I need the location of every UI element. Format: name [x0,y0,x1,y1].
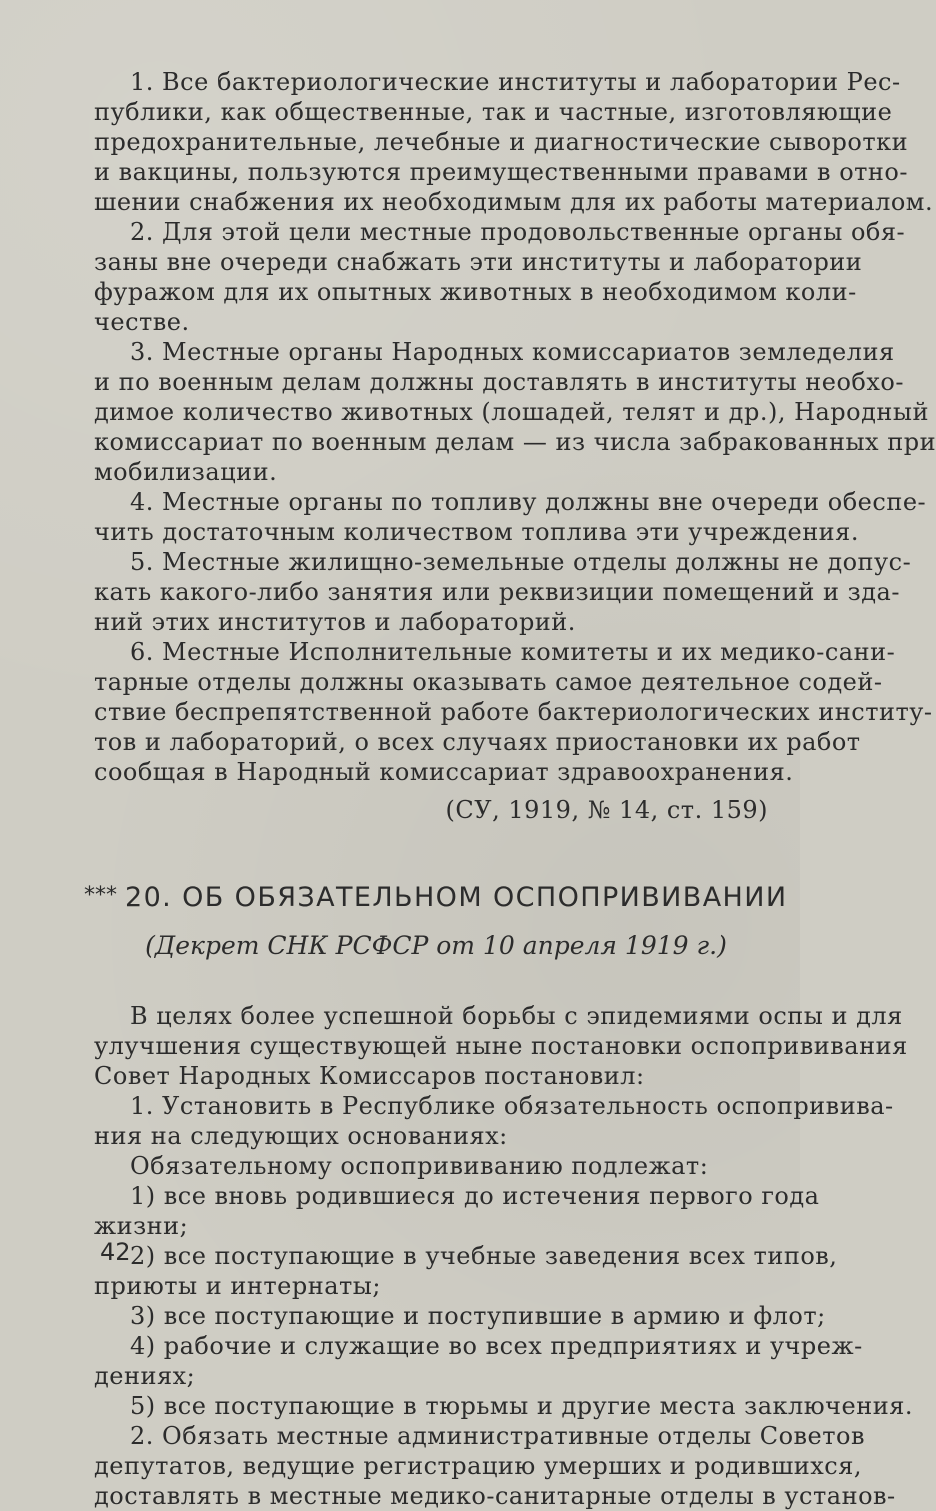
text-line: 2) все поступающие в учебные заведения всех типов, [130,1242,838,1270]
text-line: 5. Местные жилищно-земельные отделы должны не допус- [130,548,912,576]
decree-stars: *** [84,883,117,908]
text-line: предохранительные, лечебные и диагностические сыворотки [94,128,909,156]
decree-subtitle: (Декрет СНК РСФСР от 10 апреля 1919 г.) [145,931,727,960]
text-line: 2. Для этой цели местные продовольственные органы обя- [130,218,906,246]
text-line: шении снабжения их необходимым для их работы материалом. [94,188,934,216]
text-line: 5) все поступающие в тюрьмы и другие места заключения. [130,1392,913,1420]
decree-title-text: 20. ОБ ОБЯЗАТЕЛЬНОМ ОСПОПРИВИВАНИИ [125,882,788,913]
text-line: кать какого-либо занятия или реквизиции помещений и зда- [94,578,900,606]
decree-title [84,879,788,915]
text-line: ния на следующих основаниях: [94,1122,508,1150]
text-line: чить достаточным количеством топлива эти учреждения. [94,518,859,546]
text-line: честве. [94,308,190,336]
text-line: фуражом для их опытных животных в необходимом коли- [94,278,857,306]
text-line: мобилизации. [94,458,278,486]
text-line: и вакцины, пользуются преимущественными правами в отно- [94,158,908,186]
text-line: и по военным делам должны доставлять в институты необхо- [94,368,904,396]
text-line: комиссариат по военным делам — из числа забракованных при [94,428,936,456]
text-line: тов и лабораторий, о всех случаях приостановки их работ [94,728,861,756]
text-line: 4. Местные органы по топливу должны вне очереди обеспе- [130,488,927,516]
text-line: 6. Местные Исполнительные комитеты и их медико-сани- [130,638,896,666]
text-line: 2. Обязать местные административные отделы Советов [130,1422,865,1450]
text-line: публики, как общественные, так и частные, изготовляющие [94,98,893,126]
text-line: 3) все поступающие и поступившие в армию и флот; [130,1302,826,1330]
text-line: 1) все вновь родившиеся до истечения первого года [130,1182,820,1210]
text-line: 1. Все бактериологические институты и лаборатории Рес- [130,68,901,96]
text-line: 4) рабочие и служащие во всех предприятиях и учреж- [130,1332,863,1360]
text-line: депутатов, ведущие регистрацию умерших и родившихся, [94,1452,863,1480]
text-line: жизни; [94,1212,189,1240]
page-number: 42 [100,1238,131,1266]
text-line: 1. Установить в Республике обязательность оспопрививa- [130,1092,894,1120]
text-line: тарные отделы должны оказывать самое деятельное содей- [94,668,883,696]
text-line: улучшения существующей ныне постановки оспопрививания [94,1032,908,1060]
citation: (СУ, 1919, № 14, ст. 159) [445,796,768,824]
text-line: заны вне очереди снабжать эти институты и лаборатории [94,248,863,276]
text-line: Обязательному оспопрививанию подлежат: [130,1152,709,1180]
text-line: приюты и интернаты; [94,1272,381,1300]
text-line: сообщая в Народный комиссариат здравоохранения. [94,758,794,786]
text-line: 3. Местные органы Народных комиссариатов земледелия [130,338,895,366]
text-line: ствие беспрепятственной работе бактериологических институ- [94,698,933,726]
text-line: Совет Народных Комиссаров постановил: [94,1062,645,1090]
text-line: димое количество животных (лошадей, телят и др.), Народный [94,398,929,426]
text-line: доставлять в местные медико-санитарные отделы в установ- [94,1482,896,1510]
text-line: дениях; [94,1362,196,1390]
text-line: В целях более успешной борьбы с эпидемиями оспы и для [130,1002,903,1030]
text-line: ний этих институтов и лабораторий. [94,608,576,636]
